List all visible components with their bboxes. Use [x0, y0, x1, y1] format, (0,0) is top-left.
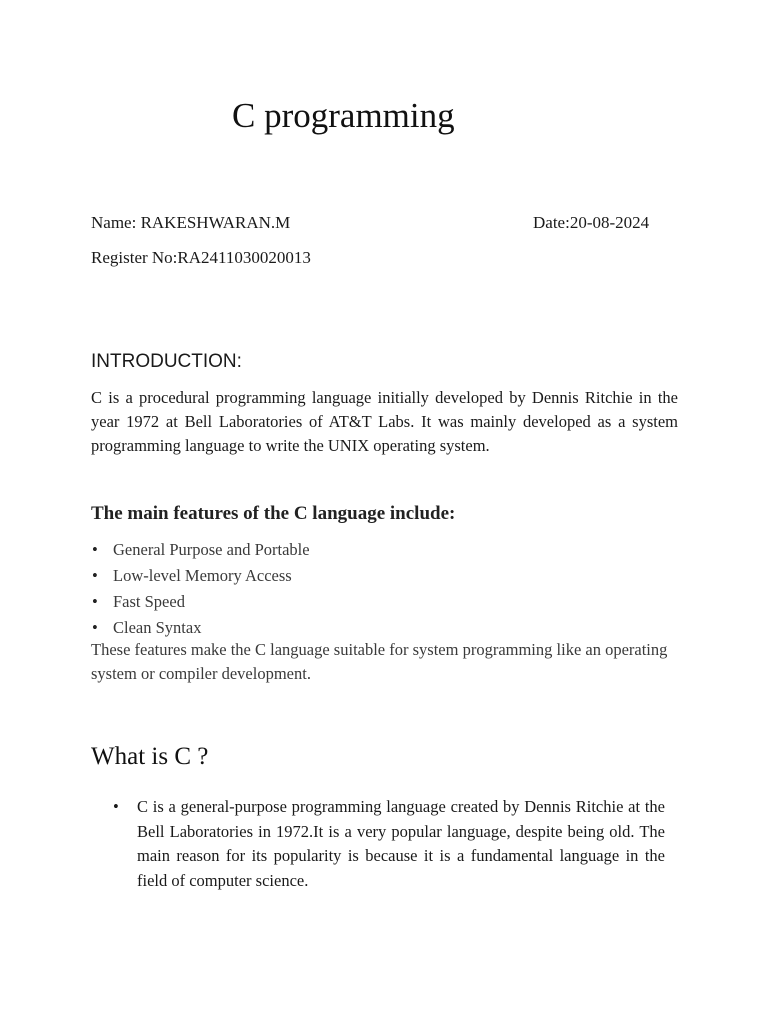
features-note: These features make the C language suitable for system programming like an operating system or compiler development.	[91, 640, 668, 683]
page-title: C programming	[232, 96, 455, 135]
what-is-c-text: C is a general-purpose programming language created by Dennis Ritchie at the Bell Laboratories in 1972.It is a very popular language, despite being old. The main reason for its popularity is because it is a fundamental language in the field of computer science.	[137, 797, 665, 890]
feature-text: Low-level Memory Access	[113, 566, 292, 585]
feature-text: Clean Syntax	[113, 618, 202, 637]
register-number: Register No:RA2411030020013	[91, 248, 311, 267]
feature-text: General Purpose and Portable	[113, 540, 310, 559]
features-heading: The main features of the C language include:	[91, 503, 456, 524]
bullet-icon: •	[92, 566, 98, 585]
student-name: Name: RAKESHWARAN.M	[91, 213, 291, 232]
introduction-heading: INTRODUCTION:	[91, 351, 242, 372]
what-is-c-heading: What is C ?	[91, 743, 209, 770]
list-item	[91, 537, 310, 563]
introduction-paragraph: C is a procedural programming language initially developed by Dennis Ritchie in the year 1972 at Bell Laboratories of AT&T Labs. It was mainly developed as a system programming language to write the UNIX operating system.	[91, 388, 678, 455]
bullet-icon: •	[113, 797, 119, 816]
bullet-icon: •	[92, 618, 98, 637]
bullet-icon: •	[92, 592, 98, 611]
feature-text: Fast Speed	[113, 592, 185, 611]
document-date: Date:20-08-2024	[533, 213, 650, 232]
features-list	[91, 537, 310, 641]
list-item	[91, 563, 310, 589]
bullet-icon: •	[92, 540, 98, 559]
what-is-c-list	[113, 795, 665, 893]
list-item	[113, 795, 665, 893]
list-item	[91, 589, 310, 615]
